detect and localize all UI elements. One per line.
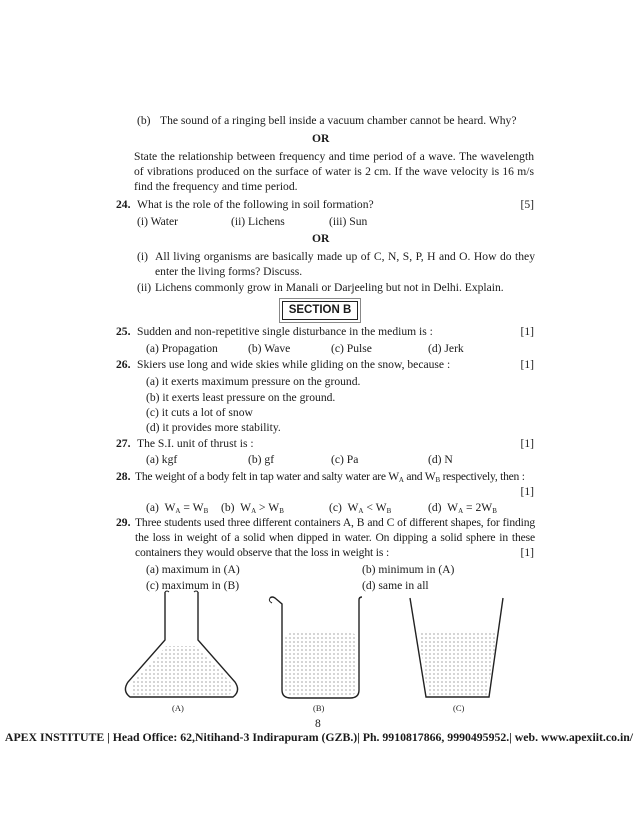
q24-alt1-text: All living organisms are basically made up of C, N, S, P, H and O. How do they enter the living forms? Discuss. xyxy=(155,250,535,278)
q24-opt3: (iii) Sun xyxy=(329,215,368,228)
q28-text-mid: and W xyxy=(403,470,436,483)
q25-option-a: (a) Propagation xyxy=(146,342,218,355)
q29-option-b: (b) minimum in (A) xyxy=(362,563,455,576)
q29-marks: [1] xyxy=(520,546,534,559)
footer-institute-info: APEX INSTITUTE | Head Office: 62,Nitihand-3 Indirapuram (GZB.)| Ph. 9910817866, 9990495952.| web. www.apexiit.co.in/ xyxy=(4,730,634,744)
q26-marks: [1] xyxy=(520,358,534,371)
q26-number: 26. xyxy=(116,358,131,371)
q27-option-b: (b) gf xyxy=(248,453,275,466)
q28-marks: [1] xyxy=(520,485,534,498)
q27-option-a: (a) kgf xyxy=(146,453,178,466)
q29-text: Three students used three different containers A, B and C of different shapes, for finding the loss in weight of a solid when dipped in water. On dipping a solid sphere in these containers they would observe that the loss in weight is : xyxy=(135,516,535,559)
q26-option-d: (d) it provides more stability. xyxy=(146,421,281,434)
q29-option-c: (c) maximum in (B) xyxy=(146,579,240,592)
page-number: 8 xyxy=(315,717,321,730)
q24-marks: [5] xyxy=(520,198,534,211)
q26-text: Skiers use long and wide skies while gliding on the snow, because : xyxy=(137,358,451,371)
section-b-heading: SECTION B xyxy=(282,301,358,320)
q24-alt1-label: (i) xyxy=(137,250,148,263)
q28-text-post: respectively, then : xyxy=(439,470,525,483)
q28-option-b: (b) $W_A > W_B$ xyxy=(221,501,284,515)
container-c-vessel xyxy=(410,598,503,697)
figure-label-a: (A) xyxy=(172,703,184,713)
q25-number: 25. xyxy=(116,325,131,338)
q25-text: Sudden and non-repetitive single disturbance in the medium is : xyxy=(137,325,433,338)
q26-option-c: (c) it cuts a lot of snow xyxy=(146,406,253,419)
q24-opt2: (ii) Lichens xyxy=(231,215,285,228)
q24-alt2-label: (ii) xyxy=(137,281,152,294)
flask-water xyxy=(130,646,232,695)
q25-option-c: (c) Pulse xyxy=(331,342,372,355)
q29-number: 29. xyxy=(116,516,131,529)
q24-text: What is the role of the following in soil formation? xyxy=(137,198,374,211)
figure-label-b: (B) xyxy=(313,703,325,713)
q25-option-b: (b) Wave xyxy=(248,342,291,355)
container-a-flask xyxy=(125,591,237,697)
q28-option-a: (a) $W_A = W_B$ xyxy=(146,501,209,515)
q27-option-d: (d) N xyxy=(428,453,453,466)
q24-opt1: (i) Water xyxy=(137,215,179,228)
q27-option-c: (c) Pa xyxy=(331,453,359,466)
q28-sub-a: A xyxy=(398,476,404,484)
q24-alt2-text: Lichens commonly grow in Manali or Darjeeling but not in Delhi. Explain. xyxy=(155,281,504,294)
figure-label-c: (C) xyxy=(453,703,465,713)
q28-option-c: (c) $W_A < W_B$ xyxy=(329,501,392,515)
vessel-water xyxy=(418,631,498,695)
q28-text-pre: The weight of a body felt in tap water and salty water are W xyxy=(135,470,399,483)
q29-option-a: (a) maximum in (A) xyxy=(146,563,240,576)
q28-number: 28. xyxy=(116,470,131,483)
q23-alt-text: State the relationship between frequency and time period of a wave. The wavelength of vibrations produced on the surface of water is 2 cm. If the wave velocity is 16 m/s find the frequency and time period. xyxy=(134,150,534,193)
beaker-water xyxy=(285,633,357,695)
q23b-label: (b) xyxy=(137,114,151,127)
q24-number: 24. xyxy=(116,198,131,211)
q25-option-d: (d) Jerk xyxy=(428,342,464,355)
q25-marks: [1] xyxy=(520,325,534,338)
q27-text: The S.I. unit of thrust is : xyxy=(137,437,254,450)
q27-number: 27. xyxy=(116,437,131,450)
q29-option-d: (d) same in all xyxy=(362,579,429,592)
q26-option-a: (a) it exerts maximum pressure on the ground. xyxy=(146,375,361,388)
q27-marks: [1] xyxy=(520,437,534,450)
container-b-beaker xyxy=(269,597,362,698)
q28-sub-b: B xyxy=(435,476,440,484)
q23b-text: The sound of a ringing bell inside a vacuum chamber cannot be heard. Why? xyxy=(160,114,517,127)
q26-option-b: (b) it exerts least pressure on the ground. xyxy=(146,391,336,404)
q28-option-d: (d) $W_A = 2W_B$ xyxy=(428,501,497,515)
or-separator-1: OR xyxy=(312,132,330,145)
or-separator-2: OR xyxy=(312,232,330,245)
